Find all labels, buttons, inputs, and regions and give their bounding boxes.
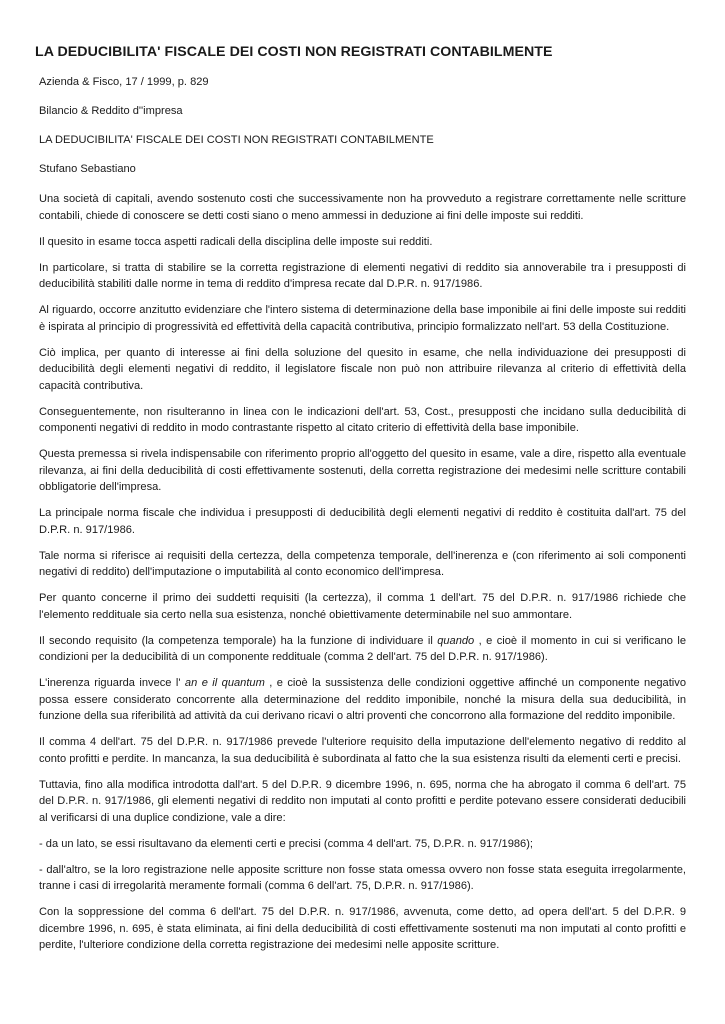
paragraph-8: La principale norma fiscale che individua i presupposti di deducibilità degli elementi negativi di reddito è costituita dall'art. 75 del D.P.R. n. 917/1986. bbox=[39, 507, 686, 536]
paragraph-6: Conseguentemente, non risulteranno in linea con le indicazioni dell'art. 53, Cost., presupposti che incidano sulla deducibilità di componenti negativi di reddito in modo contrastante rispetto al citato criterio di effettività della base imponibile. bbox=[39, 405, 686, 434]
paragraph-5: Ciò implica, per quanto di interesse ai fini della soluzione del quesito in esame, che nella individuazione dei presupposti di deducibilità degli elementi negativi di reddito, il legislatore fiscale non può non attribuire rilevanza al criterio di effettività della capacità contributiva. bbox=[39, 346, 686, 392]
paragraph-12-emphasis: an e il quantum bbox=[184, 677, 265, 689]
paragraph-10: Per quanto concerne il primo dei suddetti requisiti (la certezza), il comma 1 dell'art. 75 del D.P.R. n. 917/1986 richiede che l'elemento reddituale sia certo nella sua esistenza, nonché obiettivamente determinabile nel suo ammontare. bbox=[39, 592, 686, 621]
paragraph-14: Tuttavia, fino alla modifica introdotta dall'art. 5 del D.P.R. 9 dicembre 1996, n. 695, norma che ha abrogato il comma 6 dell'art. 75 del D.P.R. n. 917/1986, gli elementi negativi di reddito non imputati al conto profitti e perdite potevano essere considerati deducibili al verificarsi di una duplice condizione, vale a dire: bbox=[39, 778, 686, 824]
paragraph-3: In particolare, si tratta di stabilire se la corretta registrazione di elementi negativi di reddito sia annoverabile tra i presupposti di deducibilità stabiliti dalle norme in tema di reddito d'impresa recate dal D.P.R. n. 917/1986. bbox=[39, 261, 686, 290]
paragraph-15: - da un lato, se essi risultavano da elementi certi e precisi (comma 4 dell'art. 75, D.P.R. n. 917/1986); bbox=[39, 837, 533, 850]
paragraph-12-text-after: , e cioè la sussistenza delle condizioni oggettive affinché un componente negativo possa essere considerato concorrente alla determinazione del reddito imponibile, nonché la misura della sua deducibilità, in funzione della sua riferibilità ad attività da cui derivano ricavi o altri proventi che concorrono alla formazione del reddito imponibile. bbox=[39, 677, 686, 722]
paragraph-17: Con la soppressione del comma 6 dell'art. 75 del D.P.R. n. 917/1986, avvenuta, come detto, ad opera dell'art. 5 del D.P.R. 9 dicembre 1996, n. 695, è stata eliminata, ai fini della deducibilità di costi effettivamente sostenuti ma non imputati al conto profitti e perdite, l'ulteriore condizione della corretta registrazione dei medesimi nelle apposite scritture. bbox=[39, 906, 686, 951]
paragraph-11-text-before: Il secondo requisito (la competenza temporale) ha la funzione di individuare il bbox=[39, 634, 438, 647]
paragraph-13: Il comma 4 dell'art. 75 del D.P.R. n. 917/1986 prevede l'ulteriore requisito della imputazione dell'elemento negativo di reddito al conto profitti e perdite. In mancanza, la sua deducibilità è subordinata al fatto che la sua esistenza risulti da elementi certi e precisi. bbox=[39, 736, 686, 765]
paragraph-16: - dall'altro, se la loro registrazione nelle apposite scritture non fosse stata omessa ovvero non fosse stata eseguita irregolarmente, tranne i casi di irregolarità meramente formali (comma 6 dell'art. 75, D.P.R. n. 917/1986). bbox=[39, 863, 686, 892]
paragraph-12 bbox=[39, 675, 686, 725]
paragraph-4: Al riguardo, occorre anzitutto evidenziare che l'intero sistema di determinazione della base imponibile ai fini delle imposte sui redditi è ispirata al principio di progressività ed effettività della capacità contributiva, principio formalizzato nell'art. 53 della Costituzione. bbox=[39, 304, 686, 333]
paragraph-9: Tale norma si riferisce ai requisiti della certezza, della competenza temporale, dell'inerenza e (con riferimento ai soli componenti negativi di reddito) dell'imputazione o imputabilità al conto economico dell'impresa. bbox=[39, 549, 686, 578]
paragraph-7: Questa premessa si rivela indispensabile con riferimento proprio all'oggetto del quesito in esame, vale a dire, rispetto alla eventuale rilevanza, ai fini della deducibilità di costi effettivamente sostenuti, della corretta registrazione dei medesimi nelle scritture contabili obbligatorie dell'impresa. bbox=[39, 448, 686, 493]
paragraph-11 bbox=[39, 633, 686, 666]
section-label: Bilancio & Reddito d''impresa bbox=[39, 105, 183, 117]
paragraph-12-text-before: L'inerenza riguarda invece l' bbox=[39, 677, 185, 689]
document-title: LA DEDUCIBILITA' FISCALE DEI COSTI NON REGISTRATI CONTABILMENTE bbox=[35, 44, 553, 60]
paragraph-1: Una società di capitali, avendo sostenuto costi che successivamente non ha provveduto a registrare correttamente nelle scritture contabili, chiede di conoscere se detti costi siano o meno ammessi in deduzione ai fini delle imposte sui redditi. bbox=[39, 193, 686, 222]
paragraph-2: Il quesito in esame tocca aspetti radicali della disciplina delle imposte sui redditi. bbox=[39, 235, 433, 248]
paragraph-11-text-after: , e cioè il momento in cui si verificano le condizioni per la deducibilità di un componente reddituale (comma 2 dell'art. 75 del D.P.R. n. 917/1986). bbox=[39, 634, 686, 663]
paragraph-11-emphasis: quando bbox=[437, 634, 475, 647]
author-name: Stufano Sebastiano bbox=[39, 163, 136, 175]
source-citation: Azienda & Fisco, 17 / 1999, p. 829 bbox=[39, 76, 209, 88]
article-title: LA DEDUCIBILITA' FISCALE DEI COSTI NON REGISTRATI CONTABILMENTE bbox=[39, 134, 434, 146]
